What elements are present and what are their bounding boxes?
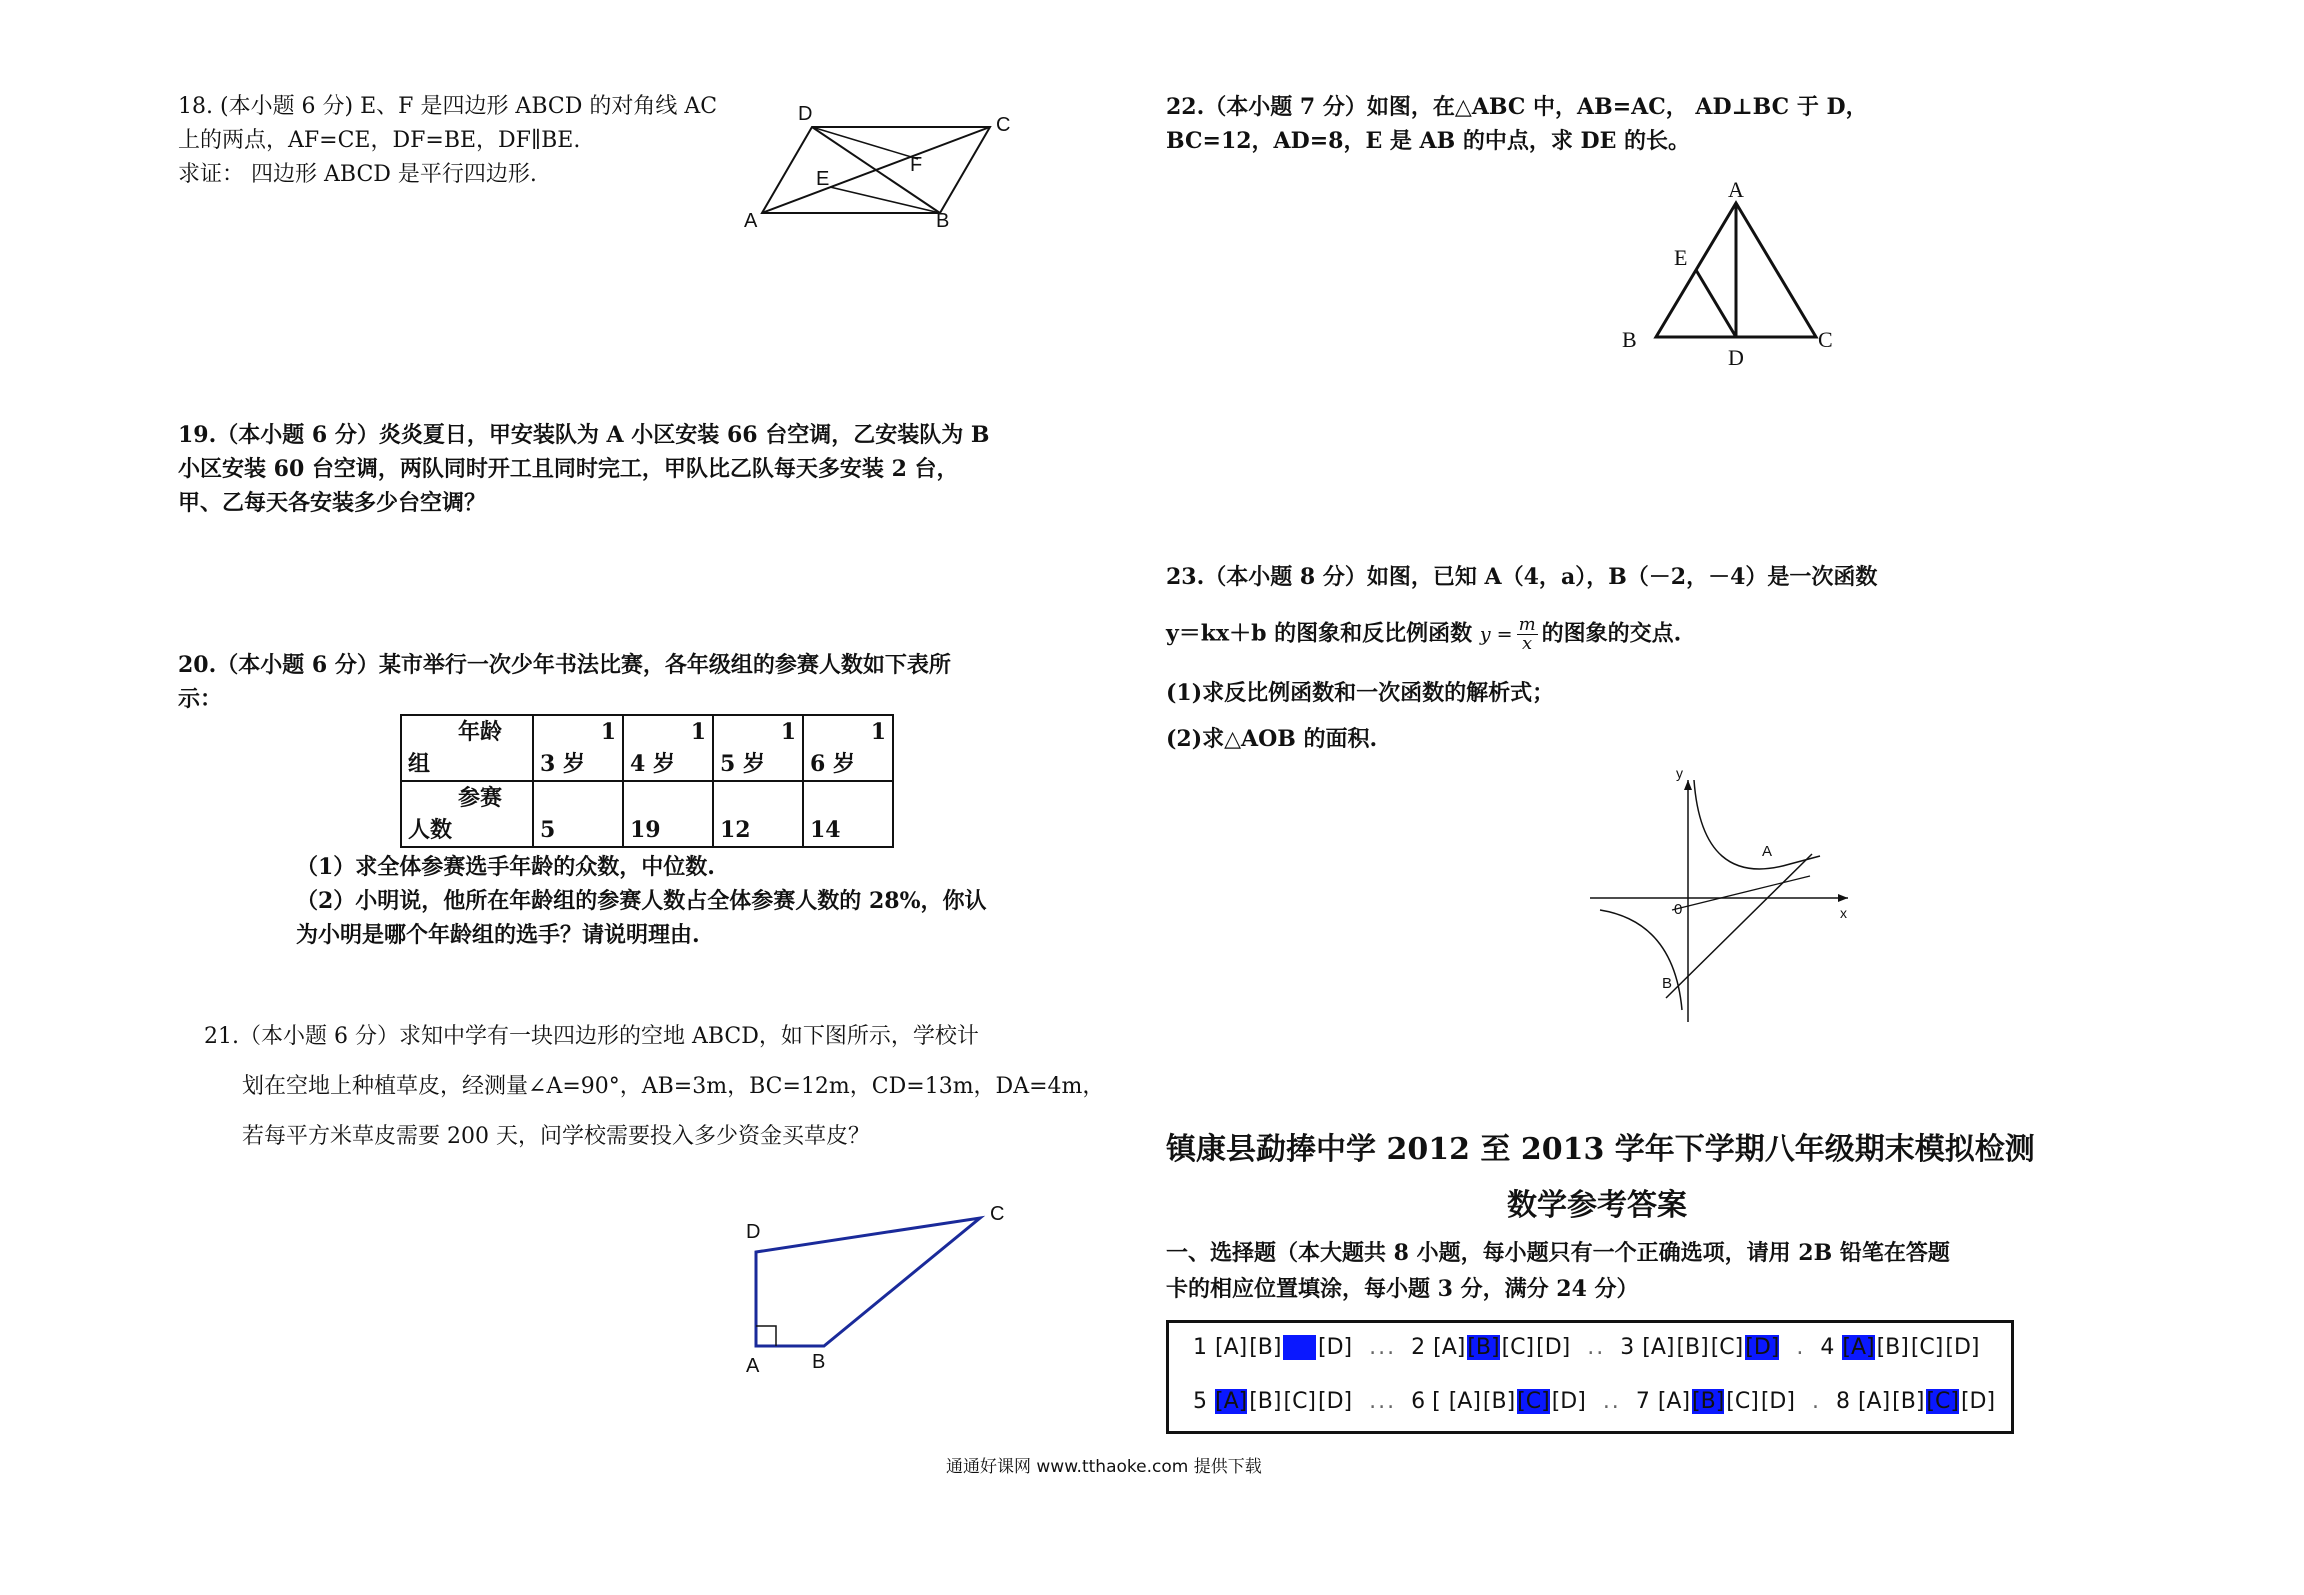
answer-7-c: [C] [1726,1389,1759,1414]
answer-num-2: 2 [1411,1335,1426,1360]
table-count-13: 5 [533,781,623,847]
answer-1-c-filled: [C] [1283,1335,1317,1360]
answer-2-a: [A] [1433,1335,1466,1360]
q22-label-D: D [1728,345,1744,370]
answer-row-1: 1 [A][B][C][D] ... 2 [A][B][C][D] .. 3 [A][B][C][D] . 4 [A][B][C][D] [1193,1335,1980,1360]
q21-quadrilateral-figure [740,1190,1020,1380]
q20-age-table [400,714,894,848]
q23-line1: 23.（本小题 8 分）如图，已知 A（4，a），B（－2，－4）是一次函数 [1166,564,1878,590]
table-age-14: 1 4 岁 [623,715,713,781]
answer-num-7: 7 [1635,1389,1650,1414]
answer-2-b-filled: [B] [1467,1335,1500,1360]
answer-title: 镇康县勐捧中学 2012 至 2013 学年下学期八年级期末模拟检测 [1166,1132,2035,1167]
answer-2-d: [D] [1536,1335,1571,1360]
q19-line3: 甲、乙每天各安装多少台空调？ [178,490,487,516]
q23-label-B: B [1662,975,1673,992]
answer-1-b: [B] [1249,1335,1282,1360]
table-age-15: 1 5 岁 [713,715,803,781]
q18-label-E: E [816,168,830,190]
q23-line2-text: y＝kx＋b 的图象和反比例函数 [1166,620,1473,647]
answer-num-5: 5 [1193,1389,1207,1414]
q22-label-A: A [1728,177,1744,202]
q18-label-F: F [910,154,923,176]
answer-section-line2: 卡的相应位置填涂，每小题 3 分，满分 24 分） [1166,1276,1639,1302]
q22-label-B: B [1622,327,1637,352]
answer-5-a-filled: [A] [1215,1389,1248,1414]
answer-1-d: [D] [1318,1335,1353,1360]
answer-3-b: [B] [1676,1335,1709,1360]
answer-num-8: 8 [1835,1389,1850,1414]
answer-7-b-filled: [B] [1692,1389,1725,1414]
answer-num-1: 1 [1193,1335,1207,1360]
table-age-13: 1 3 岁 [533,715,623,781]
table-age-16: 1 6 岁 [803,715,893,781]
answer-6-a: [A] [1448,1389,1481,1414]
q18-line2: 上的两点，AF=CE，DF=BE，DF∥BE. [178,128,581,153]
q18-parallelogram-figure [740,95,1020,235]
q21-label-B: B [812,1351,826,1373]
q18-label-B: B [936,210,950,232]
answer-7-a: [A] [1657,1389,1691,1414]
q21-label-C: C [990,1203,1005,1225]
answer-1-a: [A] [1215,1335,1248,1360]
q22-line2: BC=12，AD=8，E 是 AB 的中点，求 DE 的长。 [1166,128,1691,154]
answer-7-d: [D] [1760,1389,1795,1414]
q20-line1: 20.（本小题 6 分）某市举行一次少年书法比赛，各年级组的参赛人数如下表所 [178,652,951,678]
answer-4-c: [C] [1910,1335,1944,1360]
table-count-14: 19 [623,781,713,847]
q20-sub2: （2）小明说，他所在年龄组的参赛人数占全体参赛人数的 28%，你认 [296,888,987,914]
q19-line2: 小区安装 60 台空调，两队同时开工且同时完工，甲队比乙队每天多安装 2 台， [178,456,959,482]
answer-3-a: [A] [1642,1335,1675,1360]
answer-3-c: [C] [1710,1335,1744,1360]
q22-triangle-figure [1610,175,1850,375]
q19-line1: 19.（本小题 6 分）炎炎夏日，甲安装队为 A 小区安装 66 台空调，乙安装队为 B [178,422,990,448]
q23-frac-den: x [1522,633,1533,654]
q22-label-C: C [1818,327,1833,352]
answer-row-2: 5 [A][B][C][D] ... 6 [ [A][B][C][D] .. 7 [A][B][C][D] . 8 [A][B][C][D] [1193,1389,1996,1414]
answer-num-3: 3 [1620,1335,1635,1360]
answer-8-c-filled: [C] [1926,1389,1959,1414]
q18-label-A: A [744,210,758,232]
q22-label-E: E [1674,245,1688,270]
q23-axis-y: y [1676,765,1683,781]
q23-label-A: A [1762,843,1773,860]
q20-sub3: 为小明是哪个年龄组的选手？请说明理由. [296,922,700,948]
answer-8-b: [B] [1892,1389,1925,1414]
answer-8-d: [D] [1960,1389,1996,1414]
q20-sub1: （1）求全体参赛选手年龄的众数，中位数. [296,854,715,880]
answer-6-c-filled: [C] [1517,1389,1550,1414]
answer-box [1166,1320,2014,1434]
answer-6-b: [B] [1482,1389,1516,1414]
answer-4-b: [B] [1876,1335,1909,1360]
q23-sub1: (1)求反比例函数和一次函数的解析式； [1166,680,1555,706]
answer-4-a-filled: [A] [1842,1335,1875,1360]
table-head-count: 参赛 人数 [401,781,533,847]
q23-fraction [1517,616,1538,653]
answer-4-d: [D] [1945,1335,1980,1360]
q23-formula-lhs: y = [1479,623,1513,646]
answer-section-line1: 一、选择题（本大题共 8 小题，每小题只有一个正确选项，请用 2B 铅笔在答题 [1166,1240,1950,1266]
answer-num-4: 4 [1820,1335,1835,1360]
answer-5-d: [D] [1318,1389,1353,1414]
q18-label-D: D [798,103,813,125]
q21-line3: 若每平方米草皮需要 200 天，问学校需要投入多少资金买草皮？ [242,1124,870,1149]
q21-label-D: D [746,1221,761,1243]
q18-label-C: C [996,114,1011,136]
q21-line1: 21.（本小题 6 分）求知中学有一块四边形的空地 ABCD，如下图所示，学校计 [204,1024,979,1049]
answer-6-d: [D] [1551,1389,1586,1414]
q23-axis-x: x [1840,905,1847,921]
answer-5-b: [B] [1249,1389,1282,1414]
answer-num-6: 6 [ [1411,1389,1441,1414]
answer-subtitle: 数学参考答案 [1507,1188,1687,1223]
answer-2-c: [C] [1501,1335,1535,1360]
q22-line1: 22.（本小题 7 分）如图，在△ABC 中，AB=AC， AD⊥BC 于 D， [1166,94,1868,120]
q21-line2: 划在空地上种植草皮，经测量∠A=90°，AB=3m，BC=12m，CD=13m，DA=4m， [242,1074,1105,1099]
q23-line2-end: 的图象的交点. [1541,620,1682,647]
footer-source: 通通好课网 www.tthaoke.com 提供下载 [946,1457,1262,1477]
answer-3-d-filled: [D] [1745,1335,1780,1360]
q23-frac-num: m [1518,614,1536,635]
q23-function-graph [1580,760,1860,1030]
q18-line1: 18. (本小题 6 分) E、F 是四边形 ABCD 的对角线 AC [178,94,718,119]
table-count-16: 14 [803,781,893,847]
q20-line2: 示： [178,686,223,712]
answer-5-c: [C] [1283,1389,1317,1414]
answer-8-a: [A] [1857,1389,1891,1414]
table-head-age: 年龄 组 [401,715,533,781]
q23-sub2: (2)求△AOB 的面积. [1166,726,1378,752]
table-count-15: 12 [713,781,803,847]
q21-label-A: A [746,1355,760,1377]
q23-line2 [1166,616,1681,653]
q18-line3: 求证： 四边形 ABCD 是平行四边形. [178,162,537,187]
q23-origin: 0 [1674,901,1683,918]
